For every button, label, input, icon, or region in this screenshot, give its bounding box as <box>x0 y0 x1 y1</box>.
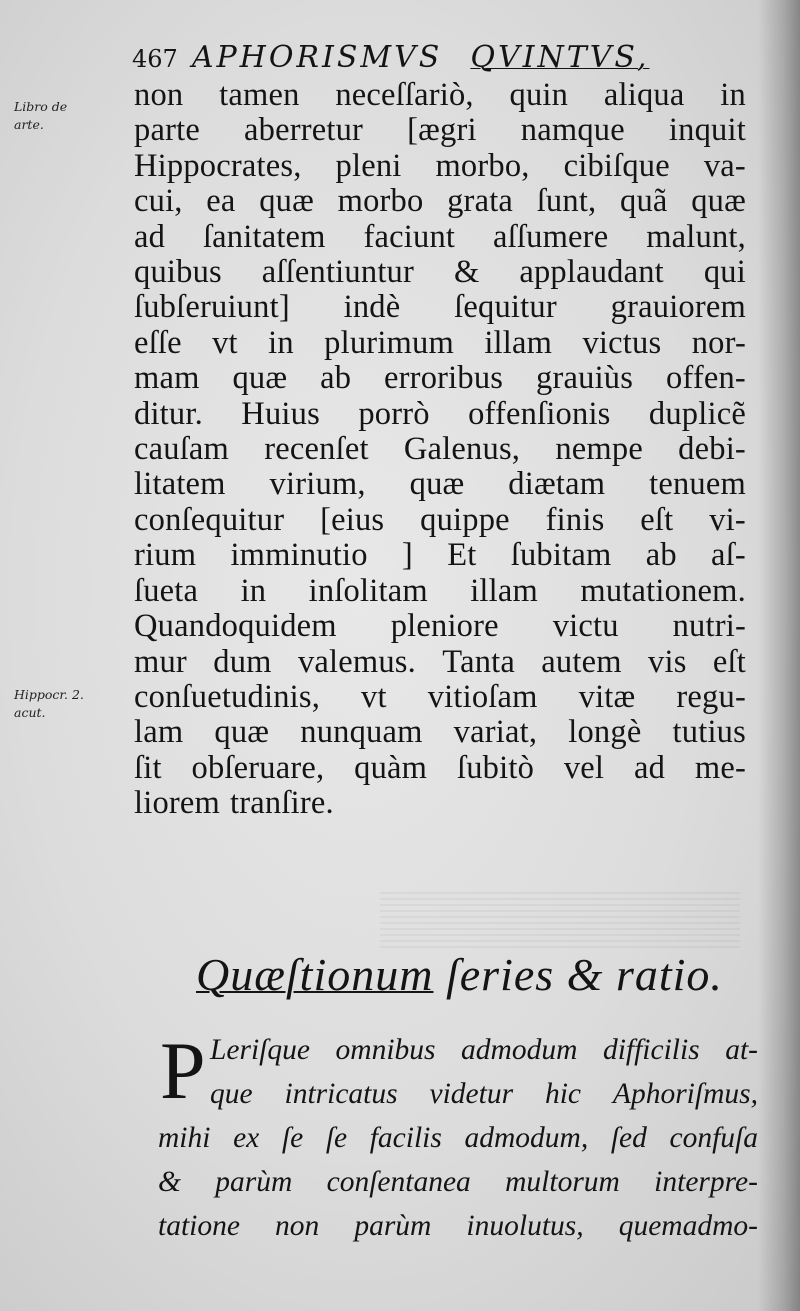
word: ad <box>134 218 166 255</box>
word: que <box>210 1078 253 1110</box>
word: pleniore <box>390 608 499 645</box>
text-line <box>134 467 746 502</box>
word: me- <box>694 749 746 786</box>
word: indè <box>343 289 401 326</box>
word: non <box>134 77 184 113</box>
word: aberretur <box>244 112 364 149</box>
page-number: 467 <box>132 45 178 73</box>
text-line <box>158 1028 758 1072</box>
word: ſit <box>134 749 162 786</box>
word: aliqua <box>603 77 685 113</box>
word: quippe <box>420 501 510 538</box>
word: parùm <box>354 1210 432 1242</box>
section-heading <box>196 948 736 1001</box>
word: pleni <box>335 147 402 184</box>
text-line <box>134 220 746 255</box>
word: ſequitur <box>454 289 557 326</box>
word: quin <box>509 77 569 113</box>
word: longè <box>568 714 642 751</box>
word: morbo <box>337 183 424 220</box>
word: ſe <box>325 1122 348 1154</box>
word: virium, <box>269 466 366 503</box>
word: ſubſeruiunt] <box>134 289 290 326</box>
word: tranſire. <box>230 785 334 822</box>
text-line <box>134 786 746 821</box>
word: mihi <box>158 1122 211 1154</box>
text-line <box>158 1204 758 1248</box>
word: nunquam <box>300 714 423 751</box>
word: Galenus, <box>403 431 521 468</box>
word: porrò <box>358 395 430 432</box>
word: ea <box>206 183 236 220</box>
word: facilis <box>369 1122 442 1154</box>
word: cui, <box>134 183 183 220</box>
word: cibiſque <box>563 147 670 184</box>
word: dum <box>213 643 272 680</box>
word: autem <box>541 643 622 680</box>
margin-note-libro-de-arte <box>14 98 67 134</box>
word: ditur. <box>134 395 203 432</box>
text-line <box>134 184 746 219</box>
word: in <box>720 77 746 113</box>
word: namque <box>520 112 625 149</box>
word: quæ <box>409 466 465 503</box>
margin-note-line: acut. <box>14 705 46 720</box>
margin-note-line: Libro de <box>14 99 68 114</box>
word: confuſa <box>669 1122 758 1154</box>
word: nutri- <box>672 608 746 645</box>
drop-cap: P <box>160 1025 206 1116</box>
margin-note-line: Hippocr. 2. <box>14 687 84 702</box>
word: aſ- <box>711 537 746 574</box>
word: litatem <box>134 466 226 503</box>
word: vitæ <box>578 678 636 715</box>
word: ſed <box>610 1122 647 1154</box>
word: ab <box>320 360 352 397</box>
word: offen- <box>665 360 746 397</box>
word: debi- <box>678 431 746 468</box>
word: admodum <box>461 1034 578 1066</box>
word: conſequitur <box>134 501 285 538</box>
text-line <box>134 609 746 644</box>
word: applaudant <box>519 254 664 291</box>
bleed-through-shadow <box>380 888 740 948</box>
word: parùm <box>215 1166 293 1198</box>
word: inuolutus, <box>466 1210 584 1242</box>
text-line <box>134 397 746 432</box>
text-line <box>134 361 746 396</box>
word: imminutio <box>230 537 368 574</box>
word: ſueta <box>134 572 199 609</box>
word: ſunt, <box>536 183 597 220</box>
word: valemus. <box>297 643 416 680</box>
word: ab <box>645 537 677 574</box>
word: neceſſariò, <box>335 77 474 113</box>
word: aſſumere <box>493 218 609 255</box>
word: [eius <box>320 501 385 538</box>
word: quæ <box>691 183 746 220</box>
word: intricatus <box>284 1078 398 1110</box>
text-line <box>134 538 746 573</box>
word: duplicẽ <box>648 395 746 432</box>
word: regu- <box>676 678 746 715</box>
running-head-part-2: QVINTVS, <box>470 40 650 75</box>
word: vitioſam <box>427 678 538 715</box>
word: rium <box>134 537 197 574</box>
word: Leriſque <box>210 1034 310 1066</box>
word: finis <box>545 501 605 538</box>
word: faciunt <box>363 218 456 255</box>
word: mam <box>134 360 200 397</box>
word: plurimum <box>324 324 454 361</box>
word: multorum <box>505 1166 620 1198</box>
word: quæ <box>214 714 270 751</box>
text-line <box>134 78 746 113</box>
text-line <box>134 715 746 750</box>
word: grauiùs <box>536 360 634 397</box>
word: Et <box>447 537 477 574</box>
word: liorem <box>134 785 221 822</box>
word: & <box>453 254 480 291</box>
word: eſt <box>640 501 674 538</box>
word: tenuem <box>649 466 746 503</box>
word: in <box>240 572 267 609</box>
word: ad <box>633 749 666 786</box>
text-line <box>134 645 746 680</box>
word: vt <box>212 324 238 361</box>
word: vt <box>361 678 387 715</box>
text-line <box>134 326 746 361</box>
word: Hippocrates, <box>134 147 302 184</box>
running-head-part-1: APHORISMVS <box>191 40 443 75</box>
word: conſentanea <box>326 1166 471 1198</box>
section-heading-underlined: Quæſtionum <box>196 949 434 1000</box>
word: grata <box>447 183 514 220</box>
word: variat, <box>453 714 538 751</box>
italic-paragraph <box>158 1025 758 1248</box>
word: obſeruare, <box>191 749 325 786</box>
word: quàm <box>354 749 428 786</box>
text-line <box>134 574 746 609</box>
text-line <box>134 113 746 148</box>
word: mutationem. <box>580 572 746 609</box>
word: victus <box>582 324 662 361</box>
word: admodum, <box>464 1122 589 1154</box>
text-line <box>134 432 746 467</box>
word: ] <box>401 537 413 574</box>
word: Huius <box>241 395 320 432</box>
margin-note-line: arte. <box>14 117 44 132</box>
main-text-block <box>134 78 746 822</box>
word: eſt <box>712 643 746 680</box>
word: hic <box>544 1078 582 1110</box>
word: illam <box>484 324 553 361</box>
word: malunt, <box>646 218 746 255</box>
margin-note-hippocr <box>14 686 84 722</box>
word: illam <box>470 572 538 609</box>
word: mur <box>134 643 187 680</box>
word: inſolitam <box>308 572 428 609</box>
word: non <box>275 1210 320 1242</box>
word: grauiorem <box>610 289 746 326</box>
word: videtur <box>429 1078 514 1110</box>
word: morbo, <box>435 147 530 184</box>
word: nor- <box>691 324 746 361</box>
word: aſſentiuntur <box>261 254 415 291</box>
word: omnibus <box>335 1034 436 1066</box>
word: interpre- <box>654 1166 758 1198</box>
word: tamen <box>219 77 300 113</box>
word: inquit <box>668 112 746 149</box>
word: nempe <box>555 431 643 468</box>
page-edge-shadow <box>758 0 800 1311</box>
word: parte <box>134 112 200 149</box>
word: ſanitatem <box>202 218 326 255</box>
word: ſubitam <box>510 537 612 574</box>
text-line <box>134 255 746 290</box>
text-line <box>134 503 746 538</box>
word: quæ <box>259 183 314 220</box>
word: qui <box>703 254 746 291</box>
word: quemadmo- <box>618 1210 758 1242</box>
word: tatione <box>158 1210 240 1242</box>
word: recenſet <box>264 431 369 468</box>
word: quæ <box>232 360 288 397</box>
word: difficilis <box>602 1034 700 1066</box>
word: va- <box>703 147 746 184</box>
word: vi- <box>709 501 746 538</box>
text-line <box>134 290 746 325</box>
word: victu <box>552 608 619 645</box>
word: quibus <box>134 254 222 291</box>
word: ſe <box>281 1122 304 1154</box>
word: quã <box>620 183 668 220</box>
word: conſuetudinis, <box>134 678 321 715</box>
word: Quandoquidem <box>134 608 337 645</box>
text-line <box>158 1160 758 1204</box>
word: ſubitò <box>456 749 535 786</box>
word: at- <box>725 1034 758 1066</box>
text-line <box>134 149 746 184</box>
word: eſſe <box>134 324 182 361</box>
word: in <box>268 324 294 361</box>
text-line <box>158 1072 758 1116</box>
word: vel <box>563 749 605 786</box>
word: [ægri <box>407 112 477 149</box>
word: offenſionis <box>468 395 611 432</box>
word: cauſam <box>134 431 230 468</box>
word: ex <box>233 1122 260 1154</box>
text-line <box>134 680 746 715</box>
section-heading-rest: ſeries & ratio. <box>445 949 723 1000</box>
text-line <box>134 751 746 786</box>
word: vis <box>648 643 687 680</box>
text-line <box>158 1116 758 1160</box>
word: lam <box>134 714 184 751</box>
word: erroribus <box>384 360 504 397</box>
word: Tanta <box>442 643 515 680</box>
word: diætam <box>508 466 606 503</box>
word: Aphoriſmus, <box>612 1078 758 1110</box>
word: & <box>158 1166 181 1198</box>
word: tutius <box>672 714 746 751</box>
